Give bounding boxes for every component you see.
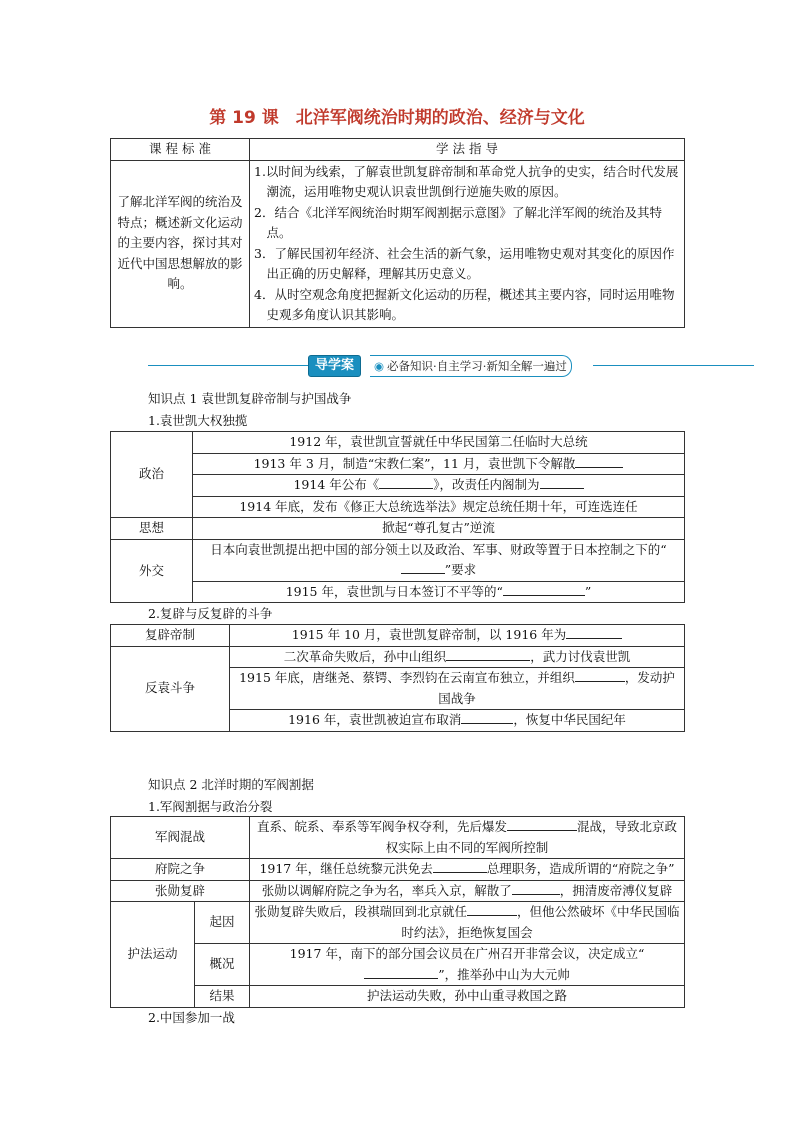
row-label-fuyuan: 府院之争 <box>111 859 250 881</box>
blank-field <box>364 966 438 979</box>
fuyuan-part: 总理职务，造成所谓的“府院之争” <box>486 861 675 876</box>
diplomacy-text: 日本向袁世凯提出把中国的部分领土以及政治、军事、财政等置于日本控制之下的“ <box>210 541 667 557</box>
row-label-overview: 概况 <box>195 944 250 986</box>
diplomacy-text: ”要求 <box>444 562 477 577</box>
bullet-icon: ◉ <box>374 359 385 373</box>
diplomacy-line <box>193 539 685 581</box>
politics-line: 1912 年，袁世凯宣誓就任中华民国第二任临时大总统 <box>193 432 685 454</box>
blank-field <box>461 711 513 724</box>
row-label-zhangxun: 张勋复辟 <box>111 880 250 902</box>
warlord-text <box>250 817 685 859</box>
section-banner <box>148 355 754 377</box>
blank-field <box>575 455 623 468</box>
thought-text: 掀起“尊孔复古”逆流 <box>193 518 685 540</box>
zhangxun-text <box>250 880 685 902</box>
kp1-table-power <box>110 431 685 603</box>
warlord-part: 直系、皖系、奉系等军阀争权夺利，先后爆发 <box>256 819 507 834</box>
kp2-sub1: 1.军阀割据与政治分裂 <box>148 799 273 814</box>
restore-line <box>230 625 685 647</box>
row-label-result: 结果 <box>195 986 250 1008</box>
anti-text: 1916 年，袁世凯被迫宣布取消 <box>288 712 462 727</box>
row-label-politics: 政治 <box>111 432 193 518</box>
blank-field <box>507 818 577 831</box>
overview-part: ”，推举孙中山为大元帅 <box>438 966 570 982</box>
politics-line <box>193 475 685 497</box>
kp1-table-restoration <box>110 624 685 732</box>
row-label-hufa: 护法运动 <box>111 902 195 1008</box>
overview-text <box>250 944 685 986</box>
anti-text: 1915 年底，唐继尧、蔡锷、李烈钧在云南宣布独立，并组织 <box>239 670 575 685</box>
kp1-heading: 知识点 1 袁世凯复辟帝制与护国战争 <box>148 391 352 406</box>
fuyuan-part: 1917 年，继任总统黎元洪免去 <box>259 861 433 876</box>
standards-text: 了解北洋军阀的统治及特点；概述新文化运动的主要内容，探讨其对近代中国思想解放的影响。 <box>111 160 250 327</box>
row-label-warlord: 军阀混战 <box>111 817 250 859</box>
standards-table <box>110 138 685 328</box>
row-label-restore: 复辟帝制 <box>111 625 230 647</box>
blank-field <box>575 669 625 682</box>
cause-text <box>250 902 685 944</box>
guidance-header: 学 法 指 导 <box>250 139 685 161</box>
guidance-item: 3．了解民国初年经济、社会生活的新气象，运用唯物史观对其变化的原因作出正确的历史解释，理解其历史意义。 <box>254 245 675 281</box>
blank-field <box>446 648 530 661</box>
banner-line-right <box>593 365 754 366</box>
standards-header: 课 程 标 准 <box>111 139 250 161</box>
cause-part: 张勋复辟失败后，段祺瑞回到北京就任 <box>254 904 467 919</box>
politics-text: 1913 年 3 月，制造“宋教仁案”，11 月，袁世凯下令解散 <box>253 455 576 471</box>
politics-line <box>193 453 685 475</box>
diplomacy-text: ” <box>584 583 592 599</box>
zhangxun-part: ，拥清废帝溥仪复辟 <box>559 882 673 898</box>
banner-subtitle-text: 必备知识·自主学习·新知全解一遍过 <box>387 359 567 373</box>
page-title: 第 19 课 北洋军阀统治时期的政治、经济与文化 <box>209 108 585 128</box>
zhangxun-part: 张勋以调解府院之争为名，率兵入京，解散了 <box>261 882 512 898</box>
blank-field <box>566 626 622 639</box>
blank-field <box>467 903 517 916</box>
row-label-cause: 起因 <box>195 902 250 944</box>
row-label-anti: 反袁斗争 <box>111 646 230 731</box>
diplomacy-line <box>193 581 685 603</box>
kp1-sub2: 2.复辟与反复辟的斗争 <box>148 606 273 621</box>
blank-field <box>433 860 487 873</box>
overview-part: 1917 年，南下的部分国会议员在广州召开非常会议，决定成立“ <box>289 946 645 961</box>
politics-text: 》，改责任内阁制为 <box>433 477 540 492</box>
guidance-list <box>250 160 685 327</box>
banner-line-left <box>148 365 308 366</box>
blank-field <box>540 476 584 489</box>
banner-badge: 导学案 <box>308 355 361 377</box>
anti-text: ，武力讨伐袁世凯 <box>530 648 631 664</box>
kp2-table-warlords <box>110 816 685 1008</box>
blank-field <box>379 476 433 489</box>
anti-text: ，发动护国战争 <box>438 670 675 706</box>
row-label-thought: 思想 <box>111 518 193 540</box>
banner-subtitle <box>370 355 572 377</box>
warlord-part: 混战，导致北京政权实际上由不同的军阀所控制 <box>385 819 678 855</box>
kp2-sub2: 2.中国参加一战 <box>148 1010 235 1025</box>
anti-line <box>230 646 685 668</box>
anti-line <box>230 710 685 732</box>
diplomacy-text: 1915 年，袁世凯与日本签订不平等的“ <box>285 583 503 599</box>
kp1-sub1: 1.袁世凯大权独揽 <box>148 413 248 428</box>
blank-field <box>503 583 585 596</box>
guidance-item: 4．从时空观念角度把握新文化运动的历程，概述其主要内容，同时运用唯物史观多角度认识其影响。 <box>254 286 675 322</box>
politics-text: 1914 年公布《 <box>293 477 380 492</box>
anti-text: ，恢复中华民国纪年 <box>513 712 626 727</box>
anti-line <box>230 668 685 710</box>
kp2-heading: 知识点 2 北洋时期的军阀割据 <box>148 777 314 792</box>
guidance-item: 1.以时间为线索，了解袁世凯复辟帝制和革命党人抗争的史实，结合时代发展潮流，运用唯物史观认识袁世凯倒行逆施失败的原因。 <box>254 163 679 199</box>
fuyuan-text <box>250 859 685 881</box>
result-text: 护法运动失败，孙中山重寻救国之路 <box>250 986 685 1008</box>
restore-text: 1915 年 10 月，袁世凯复辟帝制，以 1916 年为 <box>291 627 567 642</box>
blank-field <box>512 882 560 895</box>
row-label-diplomacy: 外交 <box>111 539 193 603</box>
anti-text: 二次革命失败后，孙中山组织 <box>283 648 447 664</box>
politics-line: 1914 年底，发布《修正大总统选举法》规定总统任期十年，可连选连任 <box>193 496 685 518</box>
blank-field <box>401 561 445 574</box>
guidance-item: 2．结合《北洋军阀统治时期军阀割据示意图》了解北洋军阀的统治及其特点。 <box>254 204 662 240</box>
cause-part: ，但他公然破坏《中华民国临时约法》，拒绝恢复国会 <box>401 904 680 940</box>
